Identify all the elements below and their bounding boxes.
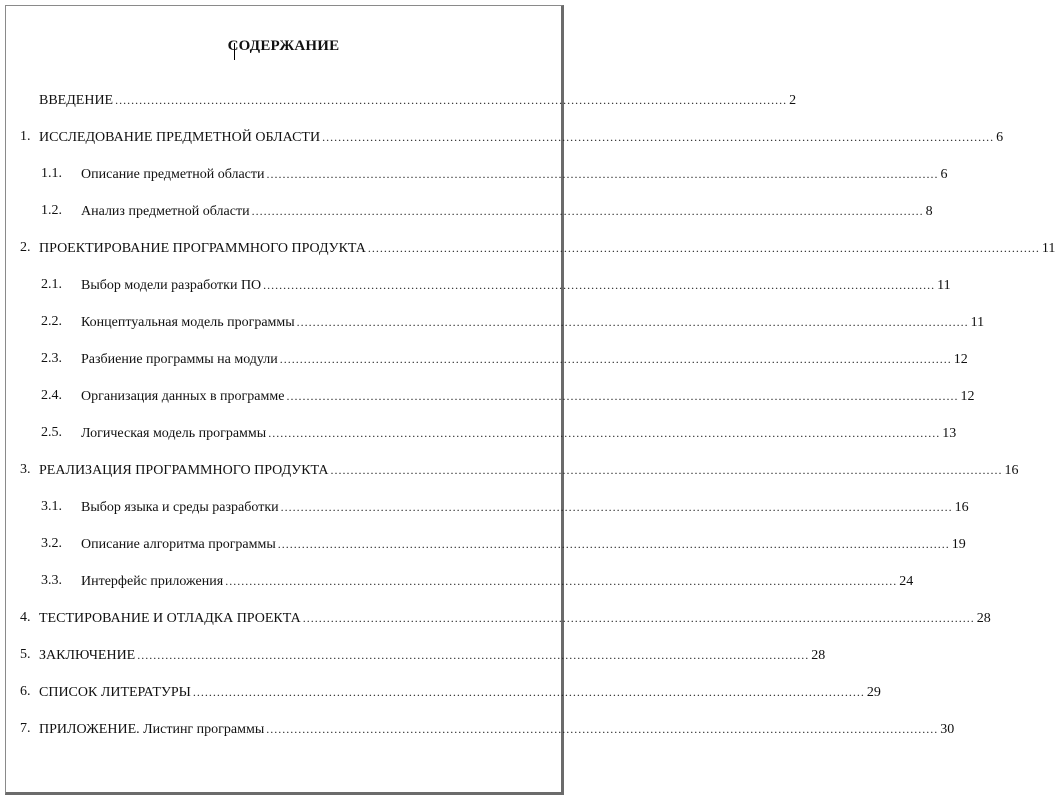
- toc-leader-dots: ........................................................................................................................................................................: [266, 722, 939, 736]
- toc-leader-dots: ........................................................................................................................................................................: [115, 93, 788, 107]
- toc-entry-number: 4.: [20, 610, 31, 625]
- toc-entry-number: 2.1.: [41, 277, 62, 292]
- toc-entry-page: 11: [937, 278, 951, 293]
- toc-entry-label: Интерфейс приложения: [81, 574, 224, 589]
- toc-entry[interactable]: [6, 684, 881, 700]
- toc-entry[interactable]: [6, 536, 966, 552]
- toc-entry[interactable]: [6, 721, 955, 737]
- toc-entry-page: 6: [996, 130, 1004, 145]
- toc-entry-page: 2: [789, 93, 797, 108]
- toc-entry[interactable]: [6, 240, 1055, 256]
- toc-leader-dots: ........................................................................................................................................................................: [296, 315, 969, 329]
- toc-entry-label: Концептуальная модель программы: [81, 315, 295, 330]
- toc-entry[interactable]: [6, 166, 948, 182]
- toc-entry-label: Описание предметной области: [81, 167, 265, 182]
- toc-entry-label: Логическая модель программы: [81, 426, 267, 441]
- toc-entry[interactable]: [6, 388, 975, 404]
- toc-entry-number: 3.: [20, 462, 31, 477]
- toc-entry[interactable]: [6, 462, 1019, 478]
- toc-entry-label: Выбор модели разработки ПО: [81, 278, 262, 293]
- toc-leader-dots: ........................................................................................................................................................................: [330, 463, 1003, 477]
- toc-entry[interactable]: [6, 573, 914, 589]
- toc-entry-label: Анализ предметной области: [81, 204, 250, 219]
- toc-title: СОДЕРЖАНИЕ: [227, 38, 340, 54]
- toc-leader-dots: ........................................................................................................................................................................: [279, 352, 952, 366]
- toc-entry-page: 29: [866, 685, 881, 700]
- toc-leader-dots: ........................................................................................................................................................................: [280, 500, 953, 514]
- toc-entry-page: 24: [899, 574, 914, 589]
- toc-leader-dots: ........................................................................................................................................................................: [268, 426, 941, 440]
- toc-entry[interactable]: [6, 499, 969, 515]
- toc-entry-page: 16: [1004, 463, 1019, 478]
- toc-entry-page: 30: [940, 722, 955, 737]
- toc-entry-number: 1.1.: [41, 166, 62, 181]
- toc-leader-dots: ........................................................................................................................................................................: [263, 278, 936, 292]
- toc-entry-page: 28: [811, 648, 826, 663]
- toc-leader-dots: ........................................................................................................................................................................: [137, 648, 810, 662]
- toc-entry[interactable]: [6, 610, 991, 626]
- toc-entry-page: 28: [976, 611, 991, 626]
- toc-entry-label: ТЕСТИРОВАНИЕ И ОТЛАДКА ПРОЕКТА: [39, 611, 301, 626]
- toc-entry-number: 2.3.: [41, 351, 62, 366]
- toc-entry-label: ЗАКЛЮЧЕНИЕ: [39, 648, 136, 663]
- toc-leader-dots: ........................................................................................................................................................................: [251, 204, 924, 218]
- toc-entry-label: ВВЕДЕНИЕ: [39, 93, 114, 108]
- toc-entry-number: 1.: [20, 129, 31, 144]
- toc-leader-dots: ........................................................................................................................................................................: [286, 389, 959, 403]
- toc-entry[interactable]: [6, 129, 1004, 145]
- toc-leader-dots: ........................................................................................................................................................................: [225, 574, 898, 588]
- toc-entry-number: 3.3.: [41, 573, 62, 588]
- toc-entry-number: 2.2.: [41, 314, 62, 329]
- toc-entry-label: Описание алгоритма программы: [81, 537, 276, 552]
- toc-entry[interactable]: [6, 425, 957, 441]
- toc-entry[interactable]: [6, 647, 826, 663]
- toc-entry-number: 3.1.: [41, 499, 62, 514]
- table-of-contents: [6, 6, 1055, 792]
- toc-entry-page: 12: [953, 352, 968, 367]
- toc-entry-page: 12: [960, 389, 975, 404]
- toc-entry[interactable]: [6, 277, 951, 293]
- toc-leader-dots: ........................................................................................................................................................................: [192, 685, 865, 699]
- toc-entry-page: 6: [940, 167, 948, 182]
- toc-entry-page: 19: [951, 537, 966, 552]
- toc-entry-label: Организация данных в программе: [81, 389, 285, 404]
- toc-entry-page: 8: [925, 204, 933, 219]
- toc-leader-dots: ........................................................................................................................................................................: [277, 537, 950, 551]
- toc-entry-number: 1.2.: [41, 203, 62, 218]
- toc-entry-label: ПРОЕКТИРОВАНИЕ ПРОГРАММНОГО ПРОДУКТА: [39, 241, 366, 256]
- toc-entry-label: РЕАЛИЗАЦИЯ ПРОГРАММНОГО ПРОДУКТА: [39, 463, 329, 478]
- toc-entry-label: ПРИЛОЖЕНИЕ. Листинг программы: [39, 722, 265, 737]
- document-page: [5, 5, 1055, 795]
- toc-entry-label: Выбор языка и среды разработки: [81, 500, 279, 515]
- toc-leader-dots: ........................................................................................................................................................................: [266, 167, 939, 181]
- toc-entry-page: 13: [942, 426, 957, 441]
- toc-entry-number: 7.: [20, 721, 31, 736]
- toc-entry[interactable]: [6, 314, 985, 330]
- toc-entry[interactable]: [6, 351, 968, 367]
- toc-entry-number: 2.: [20, 240, 31, 255]
- toc-leader-dots: ........................................................................................................................................................................: [322, 130, 995, 144]
- toc-entry-label: Разбиение программы на модули: [81, 352, 278, 367]
- toc-entry-number: 2.5.: [41, 425, 62, 440]
- toc-entry-page: 16: [954, 500, 969, 515]
- toc-entry-number: 3.2.: [41, 536, 62, 551]
- toc-entry-label: СПИСОК ЛИТЕРАТУРЫ: [39, 685, 191, 700]
- toc-entry-number: 5.: [20, 647, 31, 662]
- toc-entry-page: 11: [970, 315, 985, 330]
- toc-leader-dots: ........................................................................................................................................................................: [367, 241, 1040, 255]
- toc-entry-page: 11: [1041, 241, 1055, 256]
- toc-entry-number: 6.: [20, 684, 31, 699]
- toc-leader-dots: ........................................................................................................................................................................: [302, 611, 975, 625]
- toc-entry[interactable]: [6, 203, 933, 219]
- toc-entry-number: 2.4.: [41, 388, 62, 403]
- toc-entry[interactable]: [6, 92, 797, 108]
- toc-entry-label: ИССЛЕДОВАНИЕ ПРЕДМЕТНОЙ ОБЛАСТИ: [39, 130, 321, 145]
